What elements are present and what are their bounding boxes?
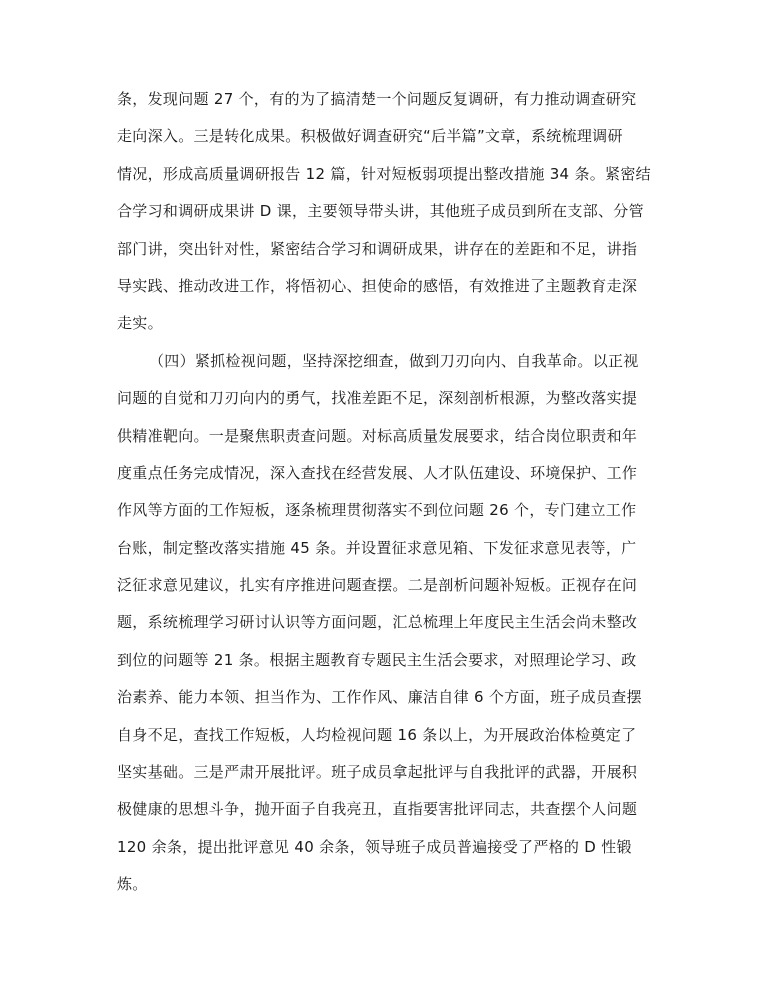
paragraph-2-line-14: 120 余条，提出批评意见 40 余条，领导班子成员普遍接受了严格的 D 性锻 [117, 837, 632, 856]
paragraph-2-line-3: 供精准靶向。一是聚焦职责查问题。对标高质量发展要求，结合岗位职责和年 [117, 426, 638, 445]
paragraph-1-line-6: 导实践、推动改进工作，将悟初心、担使命的感悟，有效推进了主题教育走深 [117, 276, 638, 295]
paragraph-2-line-7: 泛征求意见建议，扎实有序推进问题查摆。二是剖析问题补短板。正视存在问 [117, 576, 638, 595]
paragraph-2-line-13: 极健康的思想斗争，抛开面子自我亮丑，直指要害批评同志，共查摆个人问题 [117, 800, 638, 819]
paragraph-2-line-12: 坚实基础。三是严肃开展批评。班子成员拿起批评与自我批评的武器，开展积 [117, 763, 638, 782]
paragraph-2-line-11: 自身不足，查找工作短板，人均检视问题 16 条以上，为开展政治体检奠定了 [117, 725, 637, 744]
paragraph-2-line-5: 作风等方面的工作短板，逐条梳理贯彻落实不到位问题 26 个，专门建立工作 [117, 501, 637, 520]
paragraph-1-line-1: 条，发现问题 27 个，有的为了搞清楚一个问题反复调研，有力推动调查研究 [117, 90, 637, 108]
paragraph-2-line-8: 题，系统梳理学习研讨认识等方面问题，汇总梳理上年度民主生活会尚未整改 [117, 613, 638, 632]
paragraph-2-line-6: 台账，制定整改落实措施 45 条。并设置征求意见箱、下发征求意见表等，广 [117, 538, 637, 557]
paragraph-1-line-7: 走实。 [117, 314, 163, 333]
paragraph-1-line-3: 情况，形成高质量调研报告 12 篇，针对短板弱项提出整改措施 34 条。紧密结 [117, 164, 651, 183]
paragraph-2-line-10: 治素养、能力本领、担当作为、工作作风、廉洁自律 6 个方面，班子成员查摆 [117, 688, 642, 707]
paragraph-1-line-2: 走向深入。三是转化成果。积极做好调查研究“后半篇”文章，系统梳理调研 [117, 127, 623, 146]
paragraph-2-line-4: 度重点任务完成情况，深入查找在经营发展、人才队伍建设、环境保护、工作 [117, 463, 638, 482]
paragraph-2-line-2: 问题的自觉和刀刃向内的勇气，找准差距不足，深刻剖析根源，为整改落实提 [117, 389, 638, 408]
paragraph-2-line-1: （四）紧抓检视问题，坚持深挖细查，做到刀刃向内、自我革命。以正视 [149, 351, 639, 370]
paragraph-2-line-9: 到位的问题等 21 条。根据主题教育专题民主生活会要求，对照理论学习、政 [117, 650, 637, 669]
paragraph-1-line-5: 部门讲，突出针对性，紧密结合学习和调研成果，讲存在的差距和不足，讲指 [117, 239, 638, 258]
paragraph-1-line-4: 合学习和调研成果讲 D 课，主要领导带头讲，其他班子成员到所在支部、分管 [117, 202, 644, 221]
paragraph-2-line-15: 炼。 [117, 875, 148, 894]
body-text [117, 81, 657, 904]
